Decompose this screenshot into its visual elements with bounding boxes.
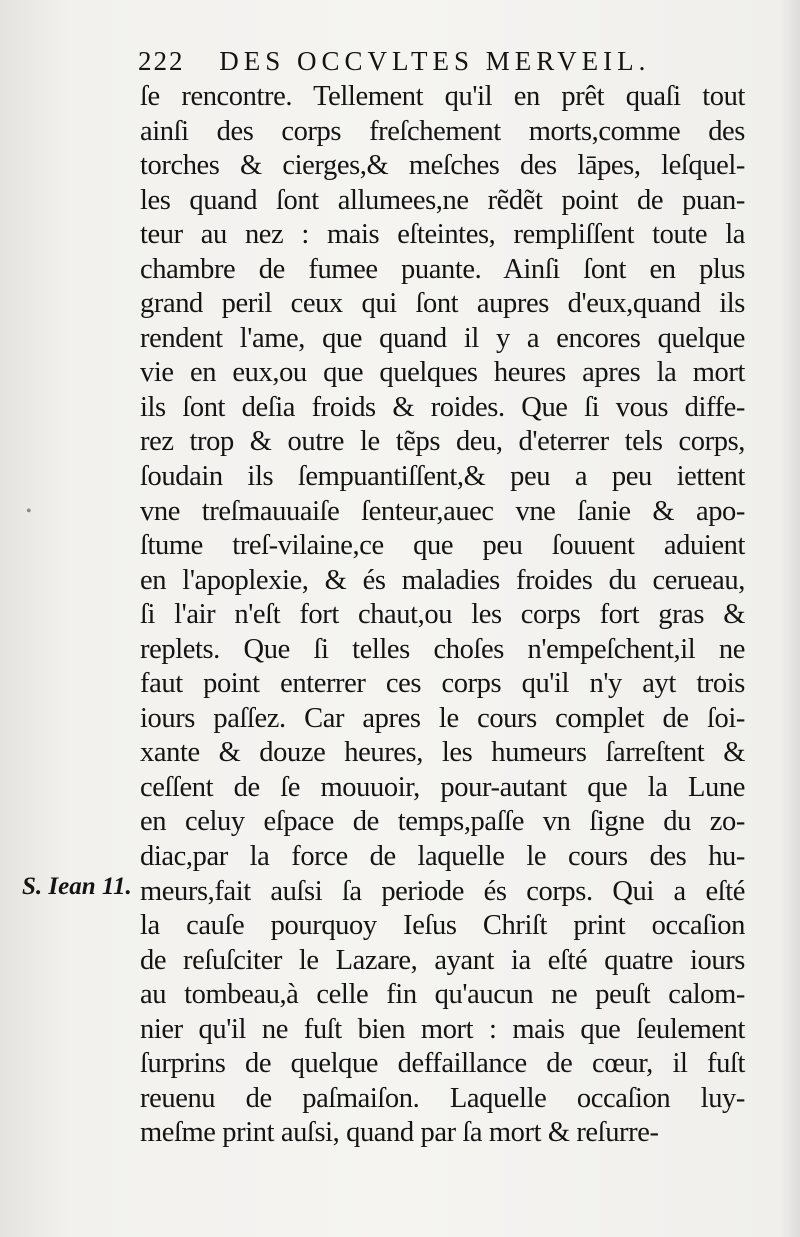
text-line: ils ſont deſia froids & roides. Que ſi vous diffe- [140,391,745,423]
margin-mark: • [26,503,32,520]
text-line: de reſuſciter le Lazare, ayant ia eſté quatre iours [140,944,745,976]
text-line: meurs,fait auſsi ſa periode és corps. Qui a eſté [140,875,745,907]
text-line: meſme print auſsi, quand par ſa mort & reſurre- [140,1117,659,1149]
body-text [140,80,745,1151]
text-line: les quand ſont allumees,ne rẽdẽt point de puan- [140,184,745,216]
text-line: rez trop & outre le tẽps deu, d'eterrer tels corps, [140,426,745,458]
text-line: grand peril ceux qui ſont aupres d'eux,quand ils [140,288,745,320]
text-line: ceſſent de ſe mouuoir, pour-autant que la Lune [140,771,745,803]
text-line: torches & cierges,& meſches des lāpes, leſquel- [140,150,745,182]
text-line: nier qu'il ne fuſt bien mort : mais que ſeulement [140,1013,745,1045]
text-line: vie en eux,ou que quelques heures apres la mort [140,357,745,389]
text-line: ainſi des corps freſchement morts,comme des [140,115,745,147]
text-line: en celuy eſpace de temps,paſſe vn ſigne du zo- [140,806,745,838]
text-line: iours paſſez. Car apres le cours complet de ſoi- [140,702,745,734]
text-line: ſe rencontre. Tellement qu'il en prêt quaſi tout [140,81,745,112]
text-line: ſoudain ils ſempuantiſſent,& peu a peu iettent [140,461,745,493]
text-line: chambre de fumee puante. Ainſi ſont en plus [140,253,745,285]
text-line: ſi l'air n'eſt fort chaut,ou les corps fort gras & [140,599,745,631]
running-head: DES OCCVLTES MERVEIL. [219,46,651,76]
text-line: faut point enterrer ces corps qu'il n'y ayt trois [140,668,745,700]
text-line: rendent l'ame, que quand il y a encores quelque [140,322,745,354]
text-line: en l'apoplexie, & és maladies froides du cerueau, [140,564,745,596]
page-header [138,46,748,77]
text-line: ſtume treſ-vilaine,ce que peu ſouuent aduient [140,530,745,562]
margin-reference: S. Iean 11. [22,873,132,900]
text-line: teur au nez : mais eſteintes, rempliſſent toute la [140,219,745,251]
text-line: xante & douze heures, les humeurs ſarreſtent & [140,737,745,769]
text-line: la cauſe pourquoy Ieſus Chriſt print occaſion [140,910,745,942]
text-line: au tombeau,à celle fin qu'aucun ne peuſt calom- [140,979,745,1011]
page-number: 222 [138,46,185,76]
text-line: reuenu de paſmaiſon. Laquelle occaſion luy- [140,1082,745,1114]
text-line: vne treſmauuaiſe ſenteur,auec vne ſanie & apo- [140,495,745,527]
text-line: diac,par la force de laquelle le cours des hu- [140,841,745,873]
text-line: replets. Que ſi telles choſes n'empeſchent,il ne [140,633,745,665]
text-line: ſurprins de quelque deffaillance de cœur, il fuſt [140,1048,745,1080]
